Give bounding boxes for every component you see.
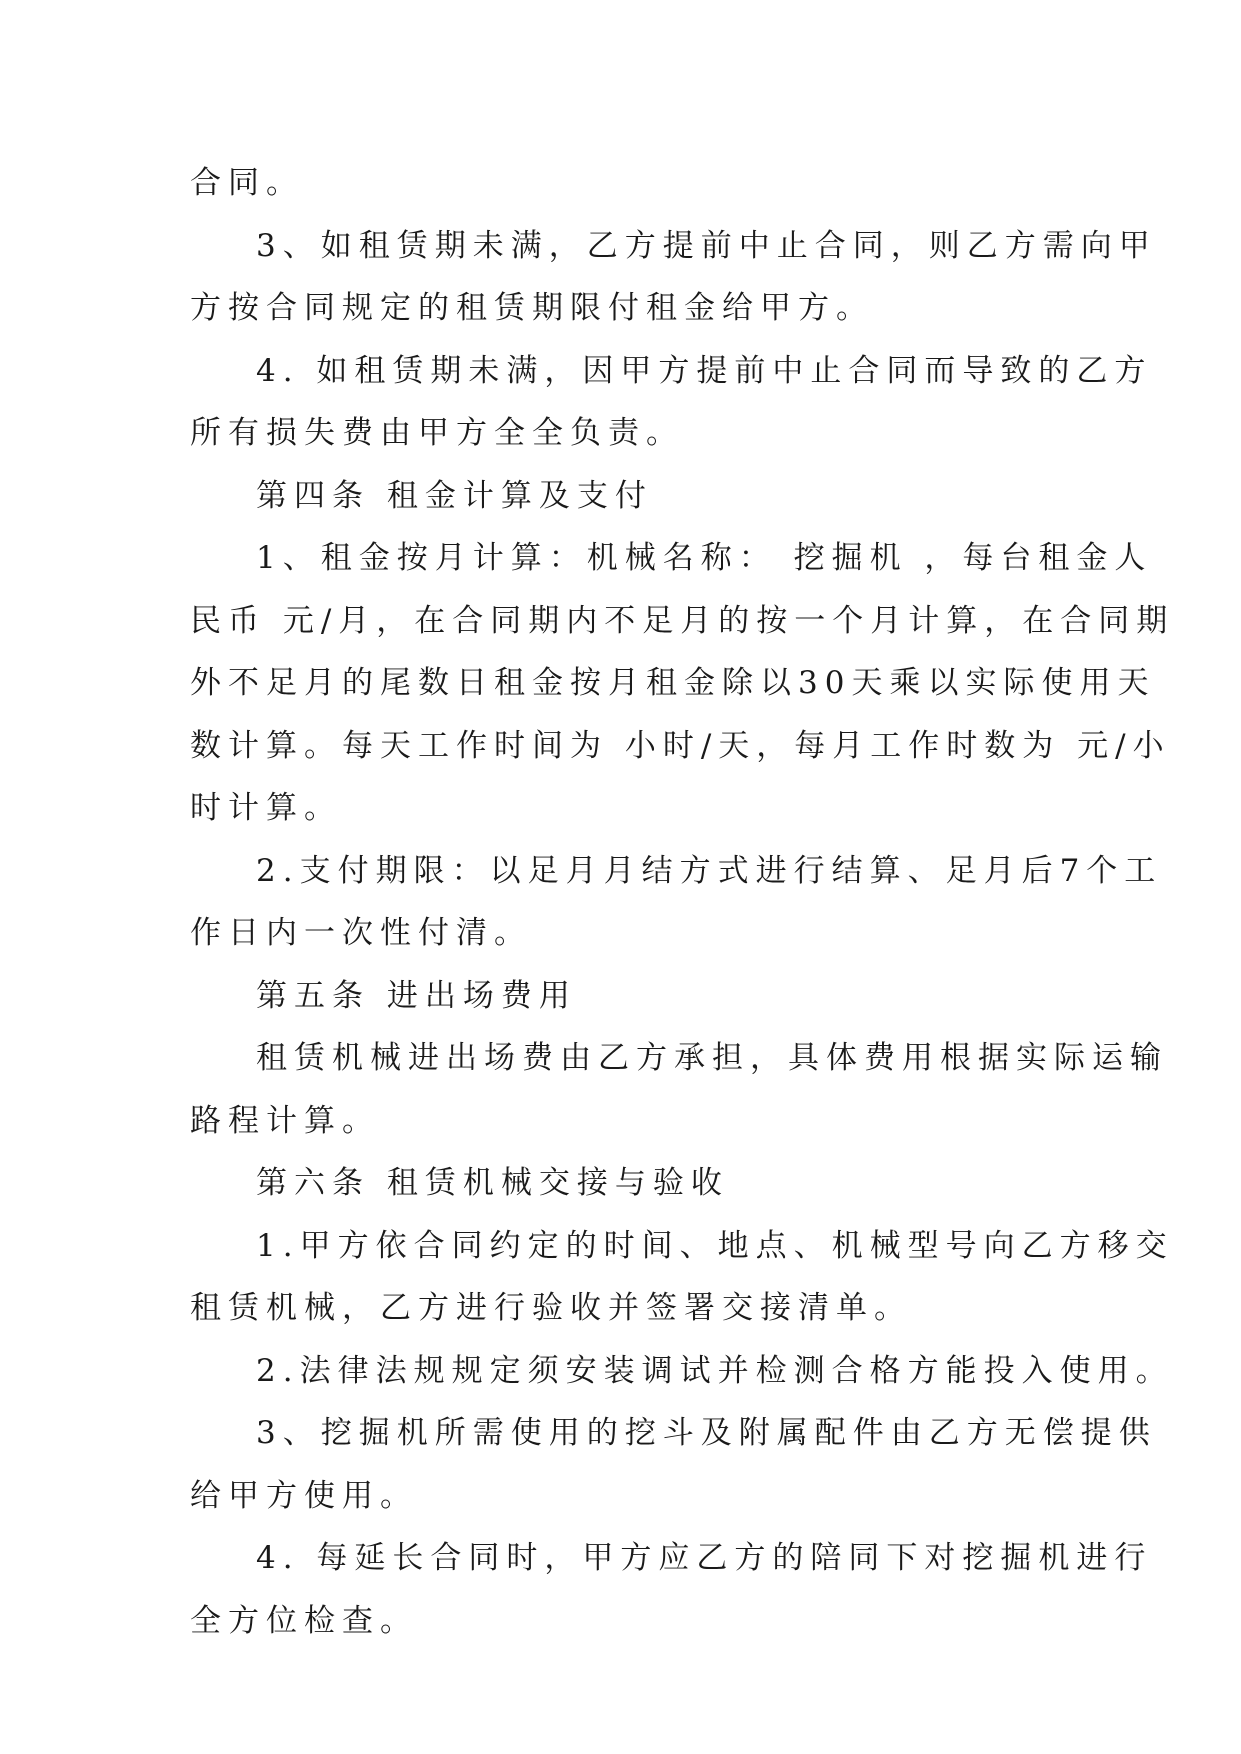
text-line: 时计算。	[190, 790, 342, 826]
section-heading: 第五条 进出场费用	[256, 977, 577, 1014]
section-heading: 第四条 租金计算及支付	[256, 477, 653, 514]
text-line: 1、租金按月计算：机械名称： 挖掘机 ，每台租金人	[256, 540, 1153, 576]
text-line: 4. 每延长合同时，甲方应乙方的陪同下对挖掘机进行	[256, 1540, 1153, 1576]
text-line: 2.法律法规规定须安装调试并检测合格方能投入使用。	[256, 1352, 1174, 1389]
text-line: 3、如租赁期未满，乙方提前中止合同，则乙方需向甲	[256, 227, 1157, 264]
text-line: 外不足月的尾数日租金按月租金除以30天乘以实际使用天	[190, 665, 1156, 701]
document-body	[190, 152, 1175, 1652]
text-line: 给甲方使用。	[190, 1477, 418, 1514]
text-line: 1.甲方依合同约定的时间、地点、机械型号向乙方移交	[256, 1227, 1174, 1264]
text-line: 数计算。每天工作时间为 小时/天，每月工作时数为 元/小	[190, 727, 1171, 764]
text-line: 2.支付期限：以足月月结方式进行结算、足月后7个工	[256, 852, 1163, 889]
text-line: 路程计算。	[190, 1102, 380, 1139]
text-line: 租赁机械进出场费由乙方承担，具体费用根据实际运输	[256, 1040, 1168, 1076]
text-line: 合同。	[190, 165, 304, 201]
text-line: 所有损失费由甲方全全负责。	[190, 415, 684, 451]
text-line: 3、挖掘机所需使用的挖斗及附属配件由乙方无偿提供	[256, 1415, 1157, 1451]
text-line: 4. 如租赁期未满，因甲方提前中止合同而导致的乙方	[256, 352, 1153, 389]
text-line: 民币 元/月，在合同期内不足月的按一个月计算，在合同期	[190, 602, 1175, 639]
text-line: 方按合同规定的租赁期限付租金给甲方。	[190, 290, 874, 326]
text-line: 作日内一次性付清。	[190, 915, 532, 951]
section-heading: 第六条 租赁机械交接与验收	[256, 1165, 729, 1201]
text-line: 全方位检查。	[190, 1602, 418, 1639]
text-line: 租赁机械，乙方进行验收并签署交接清单。	[190, 1290, 912, 1326]
